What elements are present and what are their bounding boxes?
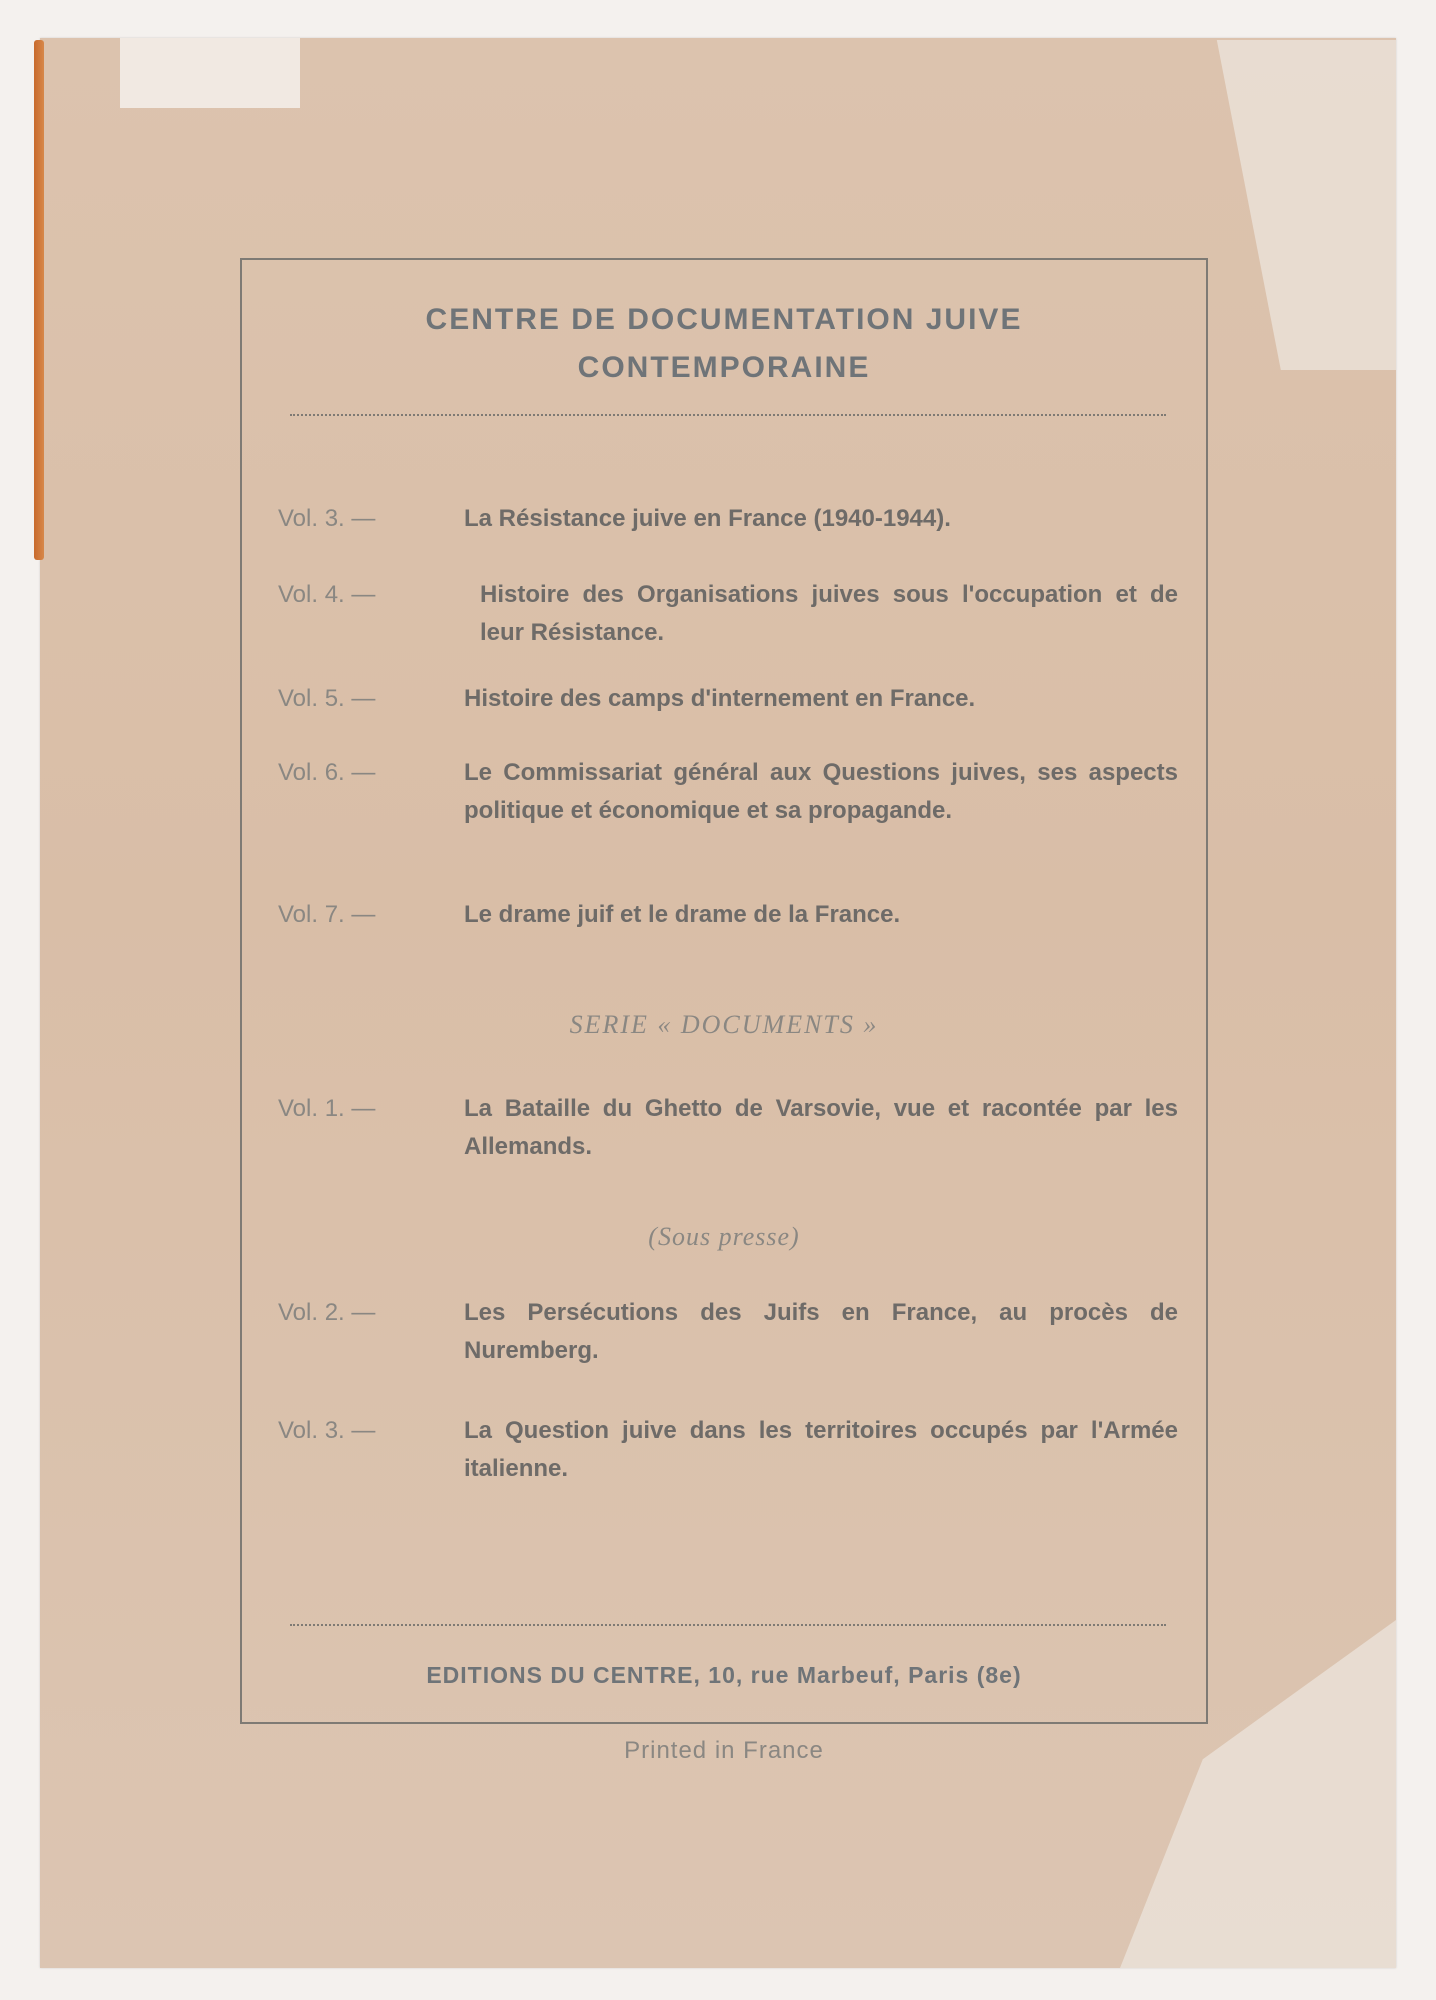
heading-line-2: CONTEMPORAINE bbox=[577, 351, 871, 384]
volume-title: Histoire des camps d'internement en France. bbox=[464, 685, 976, 712]
volume-title: Le drame juif et le drame de la France. bbox=[464, 901, 901, 928]
volume-number: Vol. 6. — bbox=[278, 759, 376, 786]
volume-title: Histoire des Organisations juives sous l'occupation et de leur Résistance. bbox=[480, 581, 1178, 646]
volume-title: La Question juive dans les territoires occupés par l'Armée italienne. bbox=[464, 1417, 1178, 1482]
volume-number: Vol. 5. — bbox=[278, 685, 376, 712]
volume-number: Vol. 3. — bbox=[278, 1417, 376, 1444]
volume-number: Vol. 4. — bbox=[278, 581, 376, 608]
press-label: (Sous presse) bbox=[648, 1222, 800, 1251]
volume-number: Vol. 3. — bbox=[278, 505, 376, 532]
text-frame bbox=[240, 258, 1208, 1724]
volume-title: Le Commissariat général aux Questions juives, ses aspects politique et économique et sa propagande. bbox=[464, 759, 1178, 824]
volume-number: Vol. 1. — bbox=[278, 1095, 376, 1122]
top-divider bbox=[290, 414, 1166, 416]
volume-title: La Bataille du Ghetto de Varsovie, vue et racontée par les Allemands. bbox=[464, 1095, 1178, 1160]
publisher-address: EDITIONS DU CENTRE, 10, rue Marbeuf, Paris (8e) bbox=[426, 1662, 1022, 1688]
bottom-divider bbox=[290, 1624, 1166, 1626]
volume-title: La Résistance juive en France (1940-1944). bbox=[464, 505, 951, 532]
series-heading: SERIE « DOCUMENTS » bbox=[569, 1010, 879, 1039]
heading-line-1: CENTRE DE DOCUMENTATION JUIVE bbox=[425, 303, 1023, 336]
protective-sleeve-top bbox=[120, 38, 300, 108]
printed-in-label: Printed in France bbox=[624, 1737, 824, 1764]
volume-number: Vol. 7. — bbox=[278, 901, 376, 928]
volume-number: Vol. 2. — bbox=[278, 1299, 376, 1326]
volume-title: Les Persécutions des Juifs en France, au procès de Nuremberg. bbox=[464, 1299, 1178, 1364]
publisher-heading bbox=[240, 296, 1208, 392]
cover-spine-edge bbox=[34, 40, 44, 560]
